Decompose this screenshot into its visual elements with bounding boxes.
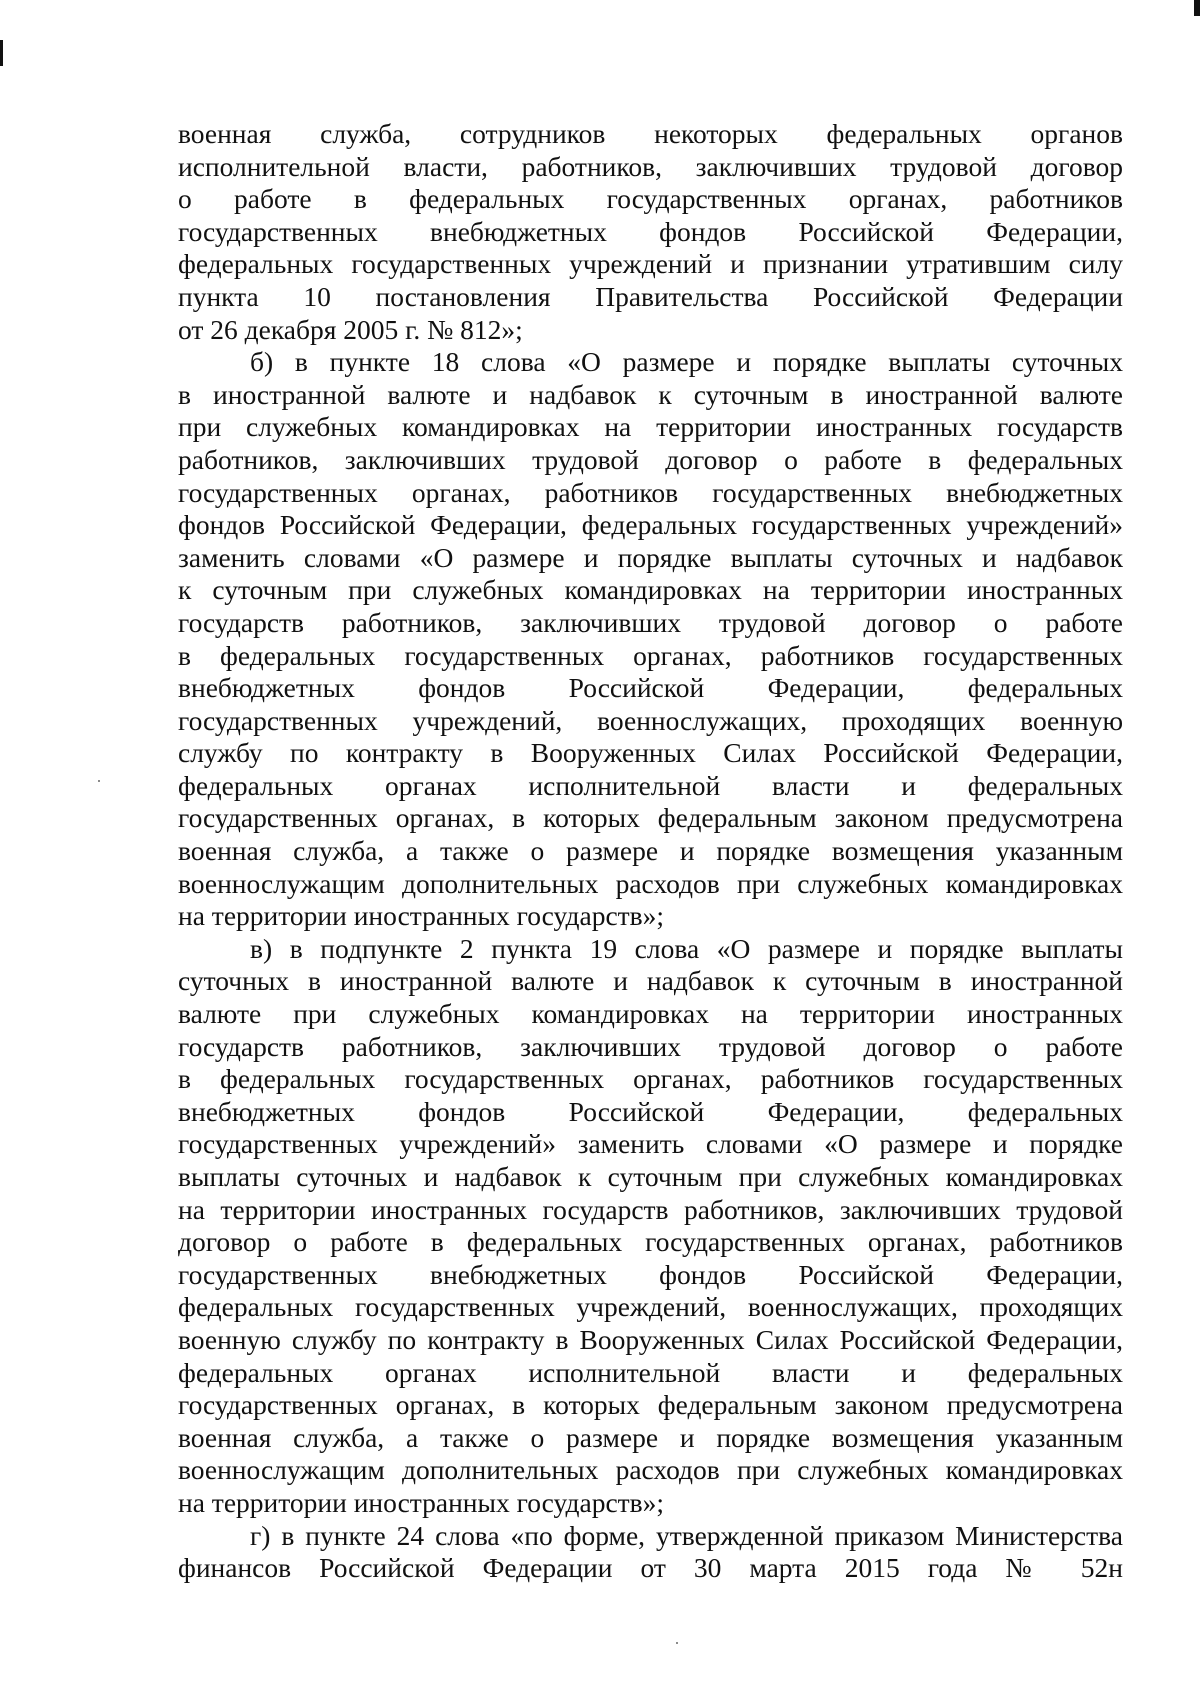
paragraph [178,933,1123,1520]
text-line: пункта 10 постановления Правительства Российской Федерации [178,280,1123,312]
text-line: в) в подпункте 2 пункта 19 слова «О размере и порядке выплаты [250,932,1123,964]
text-line: военную службу по контракту в Вооруженных Силах Российской Федерации, [178,1323,1123,1355]
text-line: федеральных органах исполнительной власти и федеральных [178,769,1123,801]
text-line: в иностранной валюте и надбавок к суточным в иностранной валюте [178,378,1123,410]
text-line: выплаты суточных и надбавок к суточным при служебных командировках [178,1161,1123,1192]
text-line: суточных в иностранной валюте и надбавок к суточным в иностранной [178,965,1123,997]
text-line: государств работников, заключивших трудовой договор о работе [178,1030,1123,1062]
text-line: военнослужащим дополнительных расходов при служебных командировках [178,1454,1123,1486]
text-line: б) в пункте 18 слова «О размере и порядке выплаты суточных [250,346,1123,378]
scan-edge-mark [0,40,3,66]
text-line: военная служба, сотрудников некоторых федеральных органов [178,118,1123,149]
text-line: федеральных государственных учреждений, военнослужащих, проходящих [178,1291,1123,1323]
text-line: на территории иностранных государств»; [178,1486,665,1518]
text-line: о работе в федеральных государственных органах, работников [178,183,1123,215]
text-line: государственных внебюджетных фондов Российской Федерации, [178,215,1123,247]
text-line: государственных внебюджетных фондов Российской Федерации, [178,1258,1123,1290]
text-line: г) в пункте 24 слова «по форме, утвержденной приказом Министерства [250,1519,1123,1551]
text-line: договор о работе в федеральных государственных органах, работников [178,1226,1123,1258]
text-line: фондов Российской Федерации, федеральных государственных учреждений» [178,509,1123,541]
text-line: заменить словами «О размере и порядке выплаты суточных и надбавок [178,541,1123,573]
paragraph [178,1520,1123,1585]
text-line: работников, заключивших трудовой договор о работе в федеральных [178,443,1123,475]
text-line: внебюджетных фондов Российской Федерации, федеральных [178,672,1123,704]
text-line: валюте при служебных командировках на территории иностранных [178,998,1123,1030]
document-body [178,118,1123,1585]
text-line: службу по контракту в Вооруженных Силах Российской Федерации, [178,737,1123,769]
text-line: федеральных органах исполнительной власти и федеральных [178,1356,1123,1388]
text-line: в федеральных государственных органах, работников государственных [178,639,1123,671]
text-line: военная служба, а также о размере и порядке возмещения указанным [178,1421,1123,1453]
scan-speck [98,780,100,782]
text-line: от 26 декабря 2005 г. № 812»; [178,313,523,345]
text-line: на территории иностранных государств работников, заключивших трудовой [178,1193,1123,1225]
text-line: военнослужащим дополнительных расходов при служебных командировках [178,867,1123,899]
text-line: исполнительной власти, работников, заключивших трудовой договор [178,150,1123,182]
text-line: государственных органах, в которых федеральным законом предусмотрена [178,802,1123,834]
paragraph [178,118,1123,346]
text-line: к суточным при служебных командировках на территории иностранных [178,574,1123,606]
scan-corner-mark [1194,0,1200,16]
text-line: на территории иностранных государств»; [178,900,665,932]
text-line: государственных учреждений, военнослужащих, проходящих военную [178,704,1123,736]
text-line: в федеральных государственных органах, работников государственных [178,1063,1123,1095]
text-line: внебюджетных фондов Российской Федерации, федеральных [178,1095,1123,1127]
scan-speck [676,1642,678,1644]
text-line: при служебных командировках на территории иностранных государств [178,411,1123,443]
text-line: федеральных государственных учреждений и признании утратившим силу [178,248,1123,280]
text-line: финансов Российской Федерации от 30 марта 2015 года № 52н [178,1552,1123,1584]
text-line: государств работников, заключивших трудовой договор о работе [178,606,1123,638]
text-line: государственных органах, работников государственных внебюджетных [178,476,1123,508]
paragraph [178,346,1123,933]
text-line: государственных учреждений» заменить словами «О размере и порядке [178,1128,1123,1160]
text-line: военная служба, а также о размере и порядке возмещения указанным [178,835,1123,867]
text-line: государственных органах, в которых федеральным законом предусмотрена [178,1389,1123,1421]
